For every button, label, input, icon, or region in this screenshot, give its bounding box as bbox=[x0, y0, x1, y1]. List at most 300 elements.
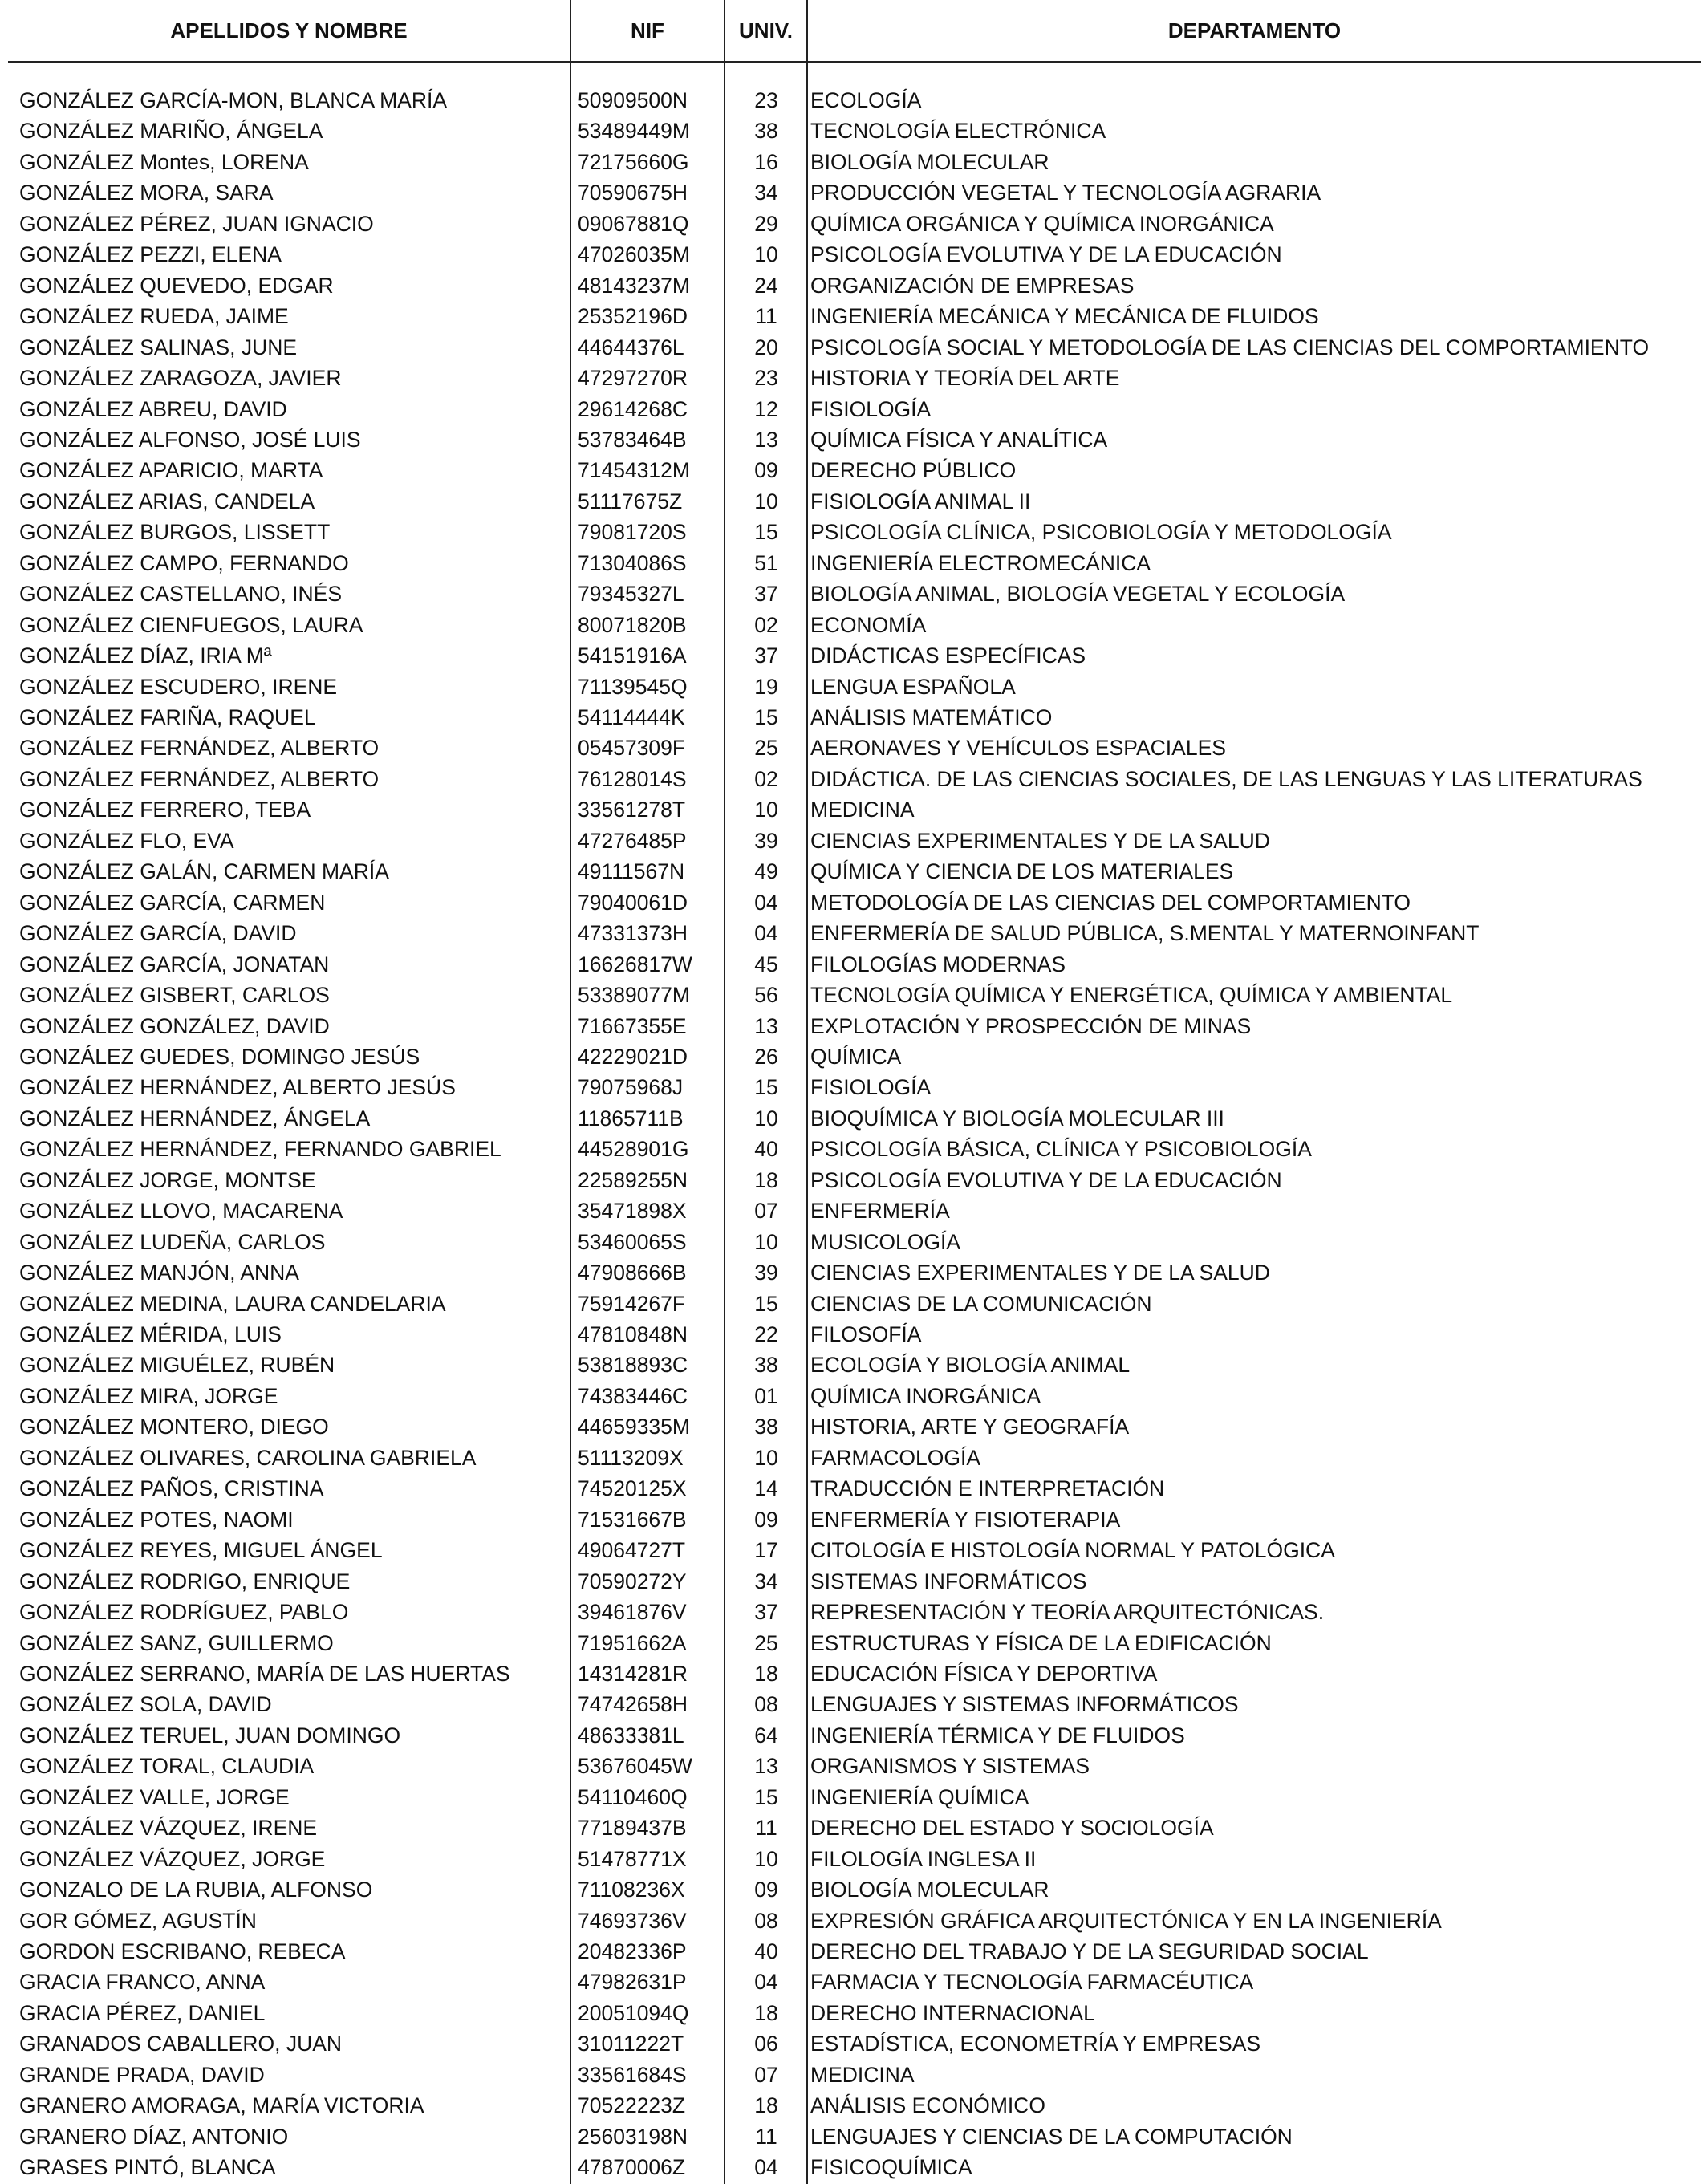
univ-cell: 10 bbox=[754, 1106, 778, 1131]
name-cell: GONZÁLEZ CAMPO, FERNANDO bbox=[19, 550, 349, 575]
univ-cell: 07 bbox=[754, 2062, 778, 2087]
nif-cell: 53389077M bbox=[578, 983, 690, 1008]
nif-cell: 09067881Q bbox=[578, 211, 689, 236]
dept-cell: FILOLOGÍA INGLESA II bbox=[810, 1846, 1037, 1871]
table-row bbox=[8, 1628, 1701, 1658]
univ-cell: 37 bbox=[754, 1600, 778, 1625]
nif-cell: 70522223Z bbox=[578, 2093, 686, 2118]
name-cell: GONZÁLEZ REYES, MIGUEL ÁNGEL bbox=[19, 1538, 383, 1563]
univ-cell: 34 bbox=[754, 181, 778, 205]
nif-cell: 71951662A bbox=[578, 1630, 687, 1655]
nif-cell: 47276485P bbox=[578, 828, 687, 853]
univ-cell: 01 bbox=[754, 1383, 778, 1408]
nif-cell: 71108236X bbox=[578, 1878, 685, 1902]
dept-cell: CITOLOGÍA E HISTOLOGÍA NORMAL Y PATOLÓGICA bbox=[810, 1538, 1335, 1563]
table-row bbox=[8, 980, 1701, 1010]
table-row bbox=[8, 764, 1701, 794]
table-row bbox=[8, 918, 1701, 948]
nif-cell: 22589255N bbox=[578, 1167, 688, 1192]
name-cell: GONZÁLEZ MARIÑO, ÁNGELA bbox=[19, 119, 323, 144]
univ-cell: 45 bbox=[754, 952, 778, 976]
univ-cell: 16 bbox=[754, 149, 778, 174]
dept-cell: ENFERMERÍA Y FISIOTERAPIA bbox=[810, 1507, 1121, 1532]
dept-cell: ECOLOGÍA Y BIOLOGÍA ANIMAL bbox=[810, 1353, 1131, 1378]
dept-cell: ENFERMERÍA DE SALUD PÚBLICA, S.MENTAL Y MATERNOINFANT bbox=[810, 921, 1480, 946]
univ-cell: 15 bbox=[754, 1075, 778, 1100]
nif-cell: 79081720S bbox=[578, 520, 687, 545]
dept-cell: FISICOQUÍMICA bbox=[810, 2155, 972, 2180]
univ-cell: 19 bbox=[754, 674, 778, 699]
dept-cell: DERECHO DEL ESTADO Y SOCIOLOGÍA bbox=[810, 1816, 1214, 1841]
dept-cell: FISIOLOGÍA bbox=[810, 396, 932, 421]
univ-cell: 29 bbox=[754, 211, 778, 236]
univ-cell: 10 bbox=[754, 1229, 778, 1254]
dept-cell: REPRESENTACIÓN Y TEORÍA ARQUITECTÓNICAS. bbox=[810, 1600, 1325, 1625]
name-cell: GONZÁLEZ HERNÁNDEZ, ALBERTO JESÚS bbox=[19, 1075, 456, 1100]
header-univ: UNIV. bbox=[739, 18, 793, 43]
table-row bbox=[8, 640, 1701, 671]
name-cell: GONZÁLEZ PEZZI, ELENA bbox=[19, 242, 282, 267]
name-cell: GONZÁLEZ SERRANO, MARÍA DE LAS HUERTAS bbox=[19, 1661, 510, 1686]
univ-cell: 04 bbox=[754, 2155, 778, 2180]
dept-cell: INGENIERÍA QUÍMICA bbox=[810, 1784, 1029, 1809]
dept-cell: FARMACOLOGÍA bbox=[810, 1445, 981, 1470]
univ-cell: 14 bbox=[754, 1476, 778, 1501]
dept-cell: BIOQUÍMICA Y BIOLOGÍA MOLECULAR III bbox=[810, 1106, 1224, 1131]
nif-cell: 70590675H bbox=[578, 181, 688, 205]
nif-cell: 53818893C bbox=[578, 1353, 688, 1378]
table-row bbox=[8, 610, 1701, 640]
name-cell: GONZÁLEZ APARICIO, MARTA bbox=[19, 458, 323, 483]
dept-cell: FILOSOFÍA bbox=[810, 1322, 922, 1346]
nif-cell: 47810848N bbox=[578, 1322, 688, 1346]
nif-cell: 53783464B bbox=[578, 427, 687, 452]
table-row bbox=[8, 887, 1701, 918]
table-row bbox=[8, 332, 1701, 363]
name-cell: GONZÁLEZ VÁZQUEZ, IRENE bbox=[19, 1816, 318, 1841]
nif-cell: 47870006Z bbox=[578, 2155, 686, 2180]
table-row bbox=[8, 1473, 1701, 1504]
nif-cell: 51117675Z bbox=[578, 489, 683, 514]
nif-cell: 47026035M bbox=[578, 242, 690, 267]
table-row bbox=[8, 578, 1701, 609]
dept-cell: ANÁLISIS ECONÓMICO bbox=[810, 2093, 1046, 2118]
table-row bbox=[8, 702, 1701, 733]
name-cell: GONZÁLEZ FERRERO, TEBA bbox=[19, 798, 311, 822]
nif-cell: 44659335M bbox=[578, 1415, 690, 1439]
name-cell: GONZÁLEZ TORAL, CLAUDIA bbox=[19, 1754, 315, 1779]
table-row bbox=[8, 116, 1701, 146]
name-cell: GONZÁLEZ GARCÍA-MON, BLANCA MARÍA bbox=[19, 88, 448, 112]
name-cell: GONZÁLEZ GONZÁLEZ, DAVID bbox=[19, 1013, 330, 1038]
name-cell: GRANERO DÍAZ, ANTONIO bbox=[19, 2124, 289, 2149]
table-row bbox=[8, 1134, 1701, 1164]
dept-cell: PSICOLOGÍA BÁSICA, CLÍNICA Y PSICOBIOLOGÍA bbox=[810, 1137, 1312, 1162]
header-divider bbox=[8, 61, 1701, 63]
dept-cell: ECOLOGÍA bbox=[810, 88, 922, 112]
name-cell: GONZÁLEZ GARCÍA, DAVID bbox=[19, 921, 297, 946]
univ-cell: 23 bbox=[754, 366, 778, 391]
nif-cell: 71304086S bbox=[578, 550, 687, 575]
name-cell: GONZÁLEZ FARIÑA, RAQUEL bbox=[19, 705, 316, 729]
table-row bbox=[8, 2152, 1701, 2182]
name-cell: GONZÁLEZ ABREU, DAVID bbox=[19, 396, 287, 421]
nif-cell: 53489449M bbox=[578, 119, 690, 144]
univ-cell: 13 bbox=[754, 1013, 778, 1038]
name-cell: GRANADOS CABALLERO, JUAN bbox=[19, 2032, 343, 2056]
header-dept: DEPARTAMENTO bbox=[1167, 18, 1342, 43]
nif-cell: 44644376L bbox=[578, 335, 684, 359]
name-cell: GONZÁLEZ GUEDES, DOMINGO JESÚS bbox=[19, 1044, 420, 1069]
dept-cell: BIOLOGÍA MOLECULAR bbox=[810, 149, 1049, 174]
table-row bbox=[8, 1103, 1701, 1134]
univ-cell: 15 bbox=[754, 705, 778, 729]
name-cell: GONZÁLEZ VALLE, JORGE bbox=[19, 1784, 290, 1809]
table-row bbox=[8, 1874, 1701, 1905]
table-row bbox=[8, 826, 1701, 856]
nif-cell: 47908666B bbox=[578, 1260, 687, 1285]
table-row bbox=[8, 856, 1701, 887]
table-row bbox=[8, 1319, 1701, 1350]
univ-cell: 40 bbox=[754, 1939, 778, 1963]
table-row bbox=[8, 672, 1701, 702]
table-row bbox=[8, 2090, 1701, 2121]
nif-cell: 33561684S bbox=[578, 2062, 687, 2087]
nif-cell: 72175660G bbox=[578, 149, 689, 174]
nif-cell: 53676045W bbox=[578, 1754, 692, 1779]
dept-cell: INGENIERÍA ELECTROMECÁNICA bbox=[810, 550, 1151, 575]
name-cell: GONZÁLEZ ARIAS, CANDELA bbox=[19, 489, 315, 514]
nif-cell: 53460065S bbox=[578, 1229, 687, 1254]
univ-cell: 64 bbox=[754, 1723, 778, 1748]
dept-cell: ORGANISMOS Y SISTEMAS bbox=[810, 1754, 1090, 1779]
univ-cell: 18 bbox=[754, 1661, 778, 1686]
nif-cell: 54151916A bbox=[578, 643, 687, 668]
header-name: APELLIDOS Y NOMBRE bbox=[170, 18, 408, 43]
nif-cell: 39461876V bbox=[578, 1600, 687, 1625]
name-cell: GONZÁLEZ FERNÁNDEZ, ALBERTO bbox=[19, 766, 380, 791]
univ-cell: 15 bbox=[754, 1784, 778, 1809]
dept-cell: FISIOLOGÍA ANIMAL II bbox=[810, 489, 1031, 514]
table-row bbox=[8, 1597, 1701, 1627]
dept-cell: TRADUCCIÓN E INTERPRETACIÓN bbox=[810, 1476, 1165, 1501]
name-cell: GONZÁLEZ ZARAGOZA, JAVIER bbox=[19, 366, 342, 391]
dept-cell: TECNOLOGÍA ELECTRÓNICA bbox=[810, 119, 1106, 144]
name-cell: GONZÁLEZ PÉREZ, JUAN IGNACIO bbox=[19, 211, 374, 236]
table-row bbox=[8, 1936, 1701, 1967]
dept-cell: SISTEMAS INFORMÁTICOS bbox=[810, 1569, 1087, 1593]
dept-cell: MEDICINA bbox=[810, 798, 915, 822]
table-row bbox=[8, 2060, 1701, 2090]
dept-cell: METODOLOGÍA DE LAS CIENCIAS DEL COMPORTAMIENTO bbox=[810, 890, 1411, 915]
nif-cell: 74742658H bbox=[578, 1692, 688, 1717]
table-row bbox=[8, 517, 1701, 547]
nif-cell: 20051094Q bbox=[578, 2000, 689, 2025]
nif-cell: 54110460Q bbox=[578, 1784, 688, 1809]
name-cell: GONZALO DE LA RUBIA, ALFONSO bbox=[19, 1878, 373, 1902]
dept-cell: ESTADÍSTICA, ECONOMETRÍA Y EMPRESAS bbox=[810, 2032, 1261, 2056]
dept-cell: CIENCIAS EXPERIMENTALES Y DE LA SALUD bbox=[810, 1260, 1270, 1285]
dept-cell: BIOLOGÍA MOLECULAR bbox=[810, 1878, 1049, 1902]
nif-cell: 11865711B bbox=[578, 1106, 684, 1131]
table-row bbox=[8, 1751, 1701, 1781]
name-cell: GONZÁLEZ VÁZQUEZ, JORGE bbox=[19, 1846, 326, 1871]
univ-cell: 11 bbox=[755, 2124, 777, 2149]
univ-cell: 25 bbox=[754, 736, 778, 761]
nif-cell: 47297270R bbox=[578, 366, 688, 391]
name-cell: GONZÁLEZ BURGOS, LISSETT bbox=[19, 520, 331, 545]
nif-cell: 79345327L bbox=[578, 582, 684, 607]
dept-cell: LENGUA ESPAÑOLA bbox=[810, 674, 1016, 699]
name-cell: GONZÁLEZ MEDINA, LAURA CANDELARIA bbox=[19, 1291, 446, 1316]
dept-cell: INGENIERÍA TÉRMICA Y DE FLUIDOS bbox=[810, 1723, 1185, 1748]
table-row bbox=[8, 1813, 1701, 1843]
dept-cell: QUÍMICA FÍSICA Y ANALÍTICA bbox=[810, 427, 1108, 452]
nif-cell: 74520125X bbox=[578, 1476, 687, 1501]
table-row bbox=[8, 794, 1701, 825]
dept-cell: HISTORIA Y TEORÍA DEL ARTE bbox=[810, 366, 1120, 391]
univ-cell: 24 bbox=[754, 273, 778, 298]
univ-cell: 34 bbox=[754, 1569, 778, 1593]
name-cell: GONZÁLEZ ESCUDERO, IRENE bbox=[19, 674, 338, 699]
name-cell: GONZÁLEZ HERNÁNDEZ, FERNANDO GABRIEL bbox=[19, 1137, 501, 1162]
dept-cell: FARMACIA Y TECNOLOGÍA FARMACÉUTICA bbox=[810, 1970, 1254, 1995]
univ-cell: 38 bbox=[754, 119, 778, 144]
table-row bbox=[8, 1967, 1701, 1997]
dept-cell: ANÁLISIS MATEMÁTICO bbox=[810, 705, 1053, 729]
table-header bbox=[8, 0, 1701, 61]
univ-cell: 11 bbox=[755, 304, 777, 329]
table-row bbox=[8, 486, 1701, 517]
table-row bbox=[8, 1504, 1701, 1535]
univ-cell: 51 bbox=[754, 550, 778, 575]
nif-cell: 05457309F bbox=[578, 736, 686, 761]
univ-cell: 04 bbox=[754, 921, 778, 946]
name-cell: GONZÁLEZ MIRA, JORGE bbox=[19, 1383, 278, 1408]
dept-cell: ECONOMÍA bbox=[810, 612, 927, 637]
name-cell: GONZÁLEZ RODRÍGUEZ, PABLO bbox=[19, 1600, 349, 1625]
univ-cell: 10 bbox=[754, 242, 778, 267]
table-row bbox=[8, 239, 1701, 270]
dept-cell: BIOLOGÍA ANIMAL, BIOLOGÍA VEGETAL Y ECOLOGÍA bbox=[810, 582, 1346, 607]
name-cell: GONZÁLEZ OLIVARES, CAROLINA GABRIELA bbox=[19, 1445, 477, 1470]
univ-cell: 08 bbox=[754, 1692, 778, 1717]
univ-cell: 08 bbox=[754, 1908, 778, 1933]
univ-cell: 39 bbox=[754, 828, 778, 853]
univ-cell: 40 bbox=[754, 1137, 778, 1162]
dept-cell: EXPRESIÓN GRÁFICA ARQUITECTÓNICA Y EN LA INGENIERÍA bbox=[810, 1908, 1442, 1933]
name-cell: GRANDE PRADA, DAVID bbox=[19, 2062, 265, 2087]
dept-cell: TECNOLOGÍA QUÍMICA Y ENERGÉTICA, QUÍMICA Y AMBIENTAL bbox=[810, 983, 1453, 1008]
dept-cell: FILOLOGÍAS MODERNAS bbox=[810, 952, 1066, 976]
dept-cell: QUÍMICA bbox=[810, 1044, 902, 1069]
dept-cell: ORGANIZACIÓN DE EMPRESAS bbox=[810, 273, 1135, 298]
dept-cell: PSICOLOGÍA EVOLUTIVA Y DE LA EDUCACIÓN bbox=[810, 242, 1282, 267]
nif-cell: 25352196D bbox=[578, 304, 688, 329]
nif-cell: 14314281R bbox=[578, 1661, 688, 1686]
name-cell: GONZÁLEZ MANJÓN, ANNA bbox=[19, 1260, 299, 1285]
dept-cell: DERECHO PÚBLICO bbox=[810, 458, 1017, 483]
table-row bbox=[8, 394, 1701, 424]
table-row bbox=[8, 270, 1701, 301]
univ-cell: 49 bbox=[754, 859, 778, 884]
univ-cell: 38 bbox=[754, 1415, 778, 1439]
name-cell: GONZÁLEZ PAÑOS, CRISTINA bbox=[19, 1476, 324, 1501]
univ-cell: 07 bbox=[754, 1199, 778, 1224]
univ-cell: 23 bbox=[754, 88, 778, 112]
table-row bbox=[8, 1041, 1701, 1072]
univ-cell: 04 bbox=[754, 890, 778, 915]
nif-cell: 31011222T bbox=[578, 2032, 684, 2056]
nif-cell: 74693736V bbox=[578, 1908, 687, 1933]
nif-cell: 47982631P bbox=[578, 1970, 687, 1995]
name-cell: GONZÁLEZ MIGUÉLEZ, RUBÉN bbox=[19, 1353, 335, 1378]
name-cell: GRACIA FRANCO, ANNA bbox=[19, 1970, 266, 1995]
table-row bbox=[8, 2028, 1701, 2059]
univ-cell: 22 bbox=[754, 1322, 778, 1346]
nif-cell: 47331373H bbox=[578, 921, 688, 946]
dept-cell: QUÍMICA ORGÁNICA Y QUÍMICA INORGÁNICA bbox=[810, 211, 1274, 236]
dept-cell: EDUCACIÓN FÍSICA Y DEPORTIVA bbox=[810, 1661, 1158, 1686]
nif-cell: 49064727T bbox=[578, 1538, 686, 1563]
name-cell: GONZÁLEZ LLOVO, MACARENA bbox=[19, 1199, 343, 1224]
name-cell: GONZÁLEZ MONTERO, DIEGO bbox=[19, 1415, 329, 1439]
dept-cell: DERECHO INTERNACIONAL bbox=[810, 2000, 1095, 2025]
univ-cell: 10 bbox=[754, 1846, 778, 1871]
name-cell: GONZÁLEZ HERNÁNDEZ, ÁNGELA bbox=[19, 1106, 371, 1131]
name-cell: GONZÁLEZ FERNÁNDEZ, ALBERTO bbox=[19, 736, 380, 761]
name-cell: GONZÁLEZ GALÁN, CARMEN MARÍA bbox=[19, 859, 389, 884]
univ-cell: 11 bbox=[755, 1816, 777, 1841]
document-table bbox=[8, 0, 1701, 2184]
table-row bbox=[8, 1566, 1701, 1597]
nif-cell: 25603198N bbox=[578, 2124, 688, 2149]
dept-cell: MUSICOLOGÍA bbox=[810, 1229, 961, 1254]
univ-cell: 13 bbox=[754, 427, 778, 452]
univ-cell: 10 bbox=[754, 798, 778, 822]
table-row bbox=[8, 1289, 1701, 1319]
univ-cell: 06 bbox=[754, 2032, 778, 2056]
name-cell: GONZÁLEZ CASTELLANO, INÉS bbox=[19, 582, 343, 607]
table-row bbox=[8, 424, 1701, 455]
table-row bbox=[8, 1196, 1701, 1226]
dept-cell: ESTRUCTURAS Y FÍSICA DE LA EDIFICACIÓN bbox=[810, 1630, 1272, 1655]
nif-cell: 42229021D bbox=[578, 1044, 688, 1069]
table-row bbox=[8, 209, 1701, 239]
name-cell: GONZÁLEZ MÉRIDA, LUIS bbox=[19, 1322, 282, 1346]
table-row bbox=[8, 1165, 1701, 1196]
nif-cell: 77189437B bbox=[578, 1816, 687, 1841]
dept-cell: AERONAVES Y VEHÍCULOS ESPACIALES bbox=[810, 736, 1226, 761]
univ-cell: 37 bbox=[754, 582, 778, 607]
univ-cell: 13 bbox=[754, 1754, 778, 1779]
dept-cell: QUÍMICA Y CIENCIA DE LOS MATERIALES bbox=[810, 859, 1234, 884]
dept-cell: LENGUAJES Y CIENCIAS DE LA COMPUTACIÓN bbox=[810, 2124, 1293, 2149]
nif-cell: 33561278T bbox=[578, 798, 686, 822]
table-row bbox=[8, 2121, 1701, 2152]
table-row bbox=[8, 301, 1701, 331]
table-row bbox=[8, 1227, 1701, 1257]
table-row bbox=[8, 1658, 1701, 1689]
dept-cell: PSICOLOGÍA EVOLUTIVA Y DE LA EDUCACIÓN bbox=[810, 1167, 1282, 1192]
univ-cell: 26 bbox=[754, 1044, 778, 1069]
dept-cell: CIENCIAS EXPERIMENTALES Y DE LA SALUD bbox=[810, 828, 1270, 853]
dept-cell: PSICOLOGÍA SOCIAL Y METODOLOGÍA DE LAS CIENCIAS DEL COMPORTAMIENTO bbox=[810, 335, 1650, 359]
univ-cell: 18 bbox=[754, 2093, 778, 2118]
name-cell: GONZÁLEZ DÍAZ, IRIA Mª bbox=[19, 643, 272, 668]
name-cell: GONZÁLEZ CIENFUEGOS, LAURA bbox=[19, 612, 363, 637]
name-cell: GONZÁLEZ RUEDA, JAIME bbox=[19, 304, 289, 329]
univ-cell: 09 bbox=[754, 458, 778, 483]
dept-cell: ENFERMERÍA bbox=[810, 1199, 950, 1224]
nif-cell: 49111567N bbox=[578, 859, 685, 884]
dept-cell: PSICOLOGÍA CLÍNICA, PSICOBIOLOGÍA Y METODOLOGÍA bbox=[810, 520, 1392, 545]
name-cell: GONZÁLEZ MORA, SARA bbox=[19, 181, 274, 205]
nif-cell: 29614268C bbox=[578, 396, 688, 421]
name-cell: GONZÁLEZ GISBERT, CARLOS bbox=[19, 983, 330, 1008]
dept-cell: PRODUCCIÓN VEGETAL Y TECNOLOGÍA AGRARIA bbox=[810, 181, 1321, 205]
nif-cell: 35471898X bbox=[578, 1199, 687, 1224]
table-row bbox=[8, 1998, 1701, 2028]
table-row bbox=[8, 1411, 1701, 1442]
nif-cell: 54114444K bbox=[578, 705, 685, 729]
univ-cell: 15 bbox=[754, 520, 778, 545]
univ-cell: 09 bbox=[754, 1878, 778, 1902]
name-cell: GRANERO AMORAGA, MARÍA VICTORIA bbox=[19, 2093, 424, 2118]
table-row bbox=[8, 1350, 1701, 1380]
name-cell: GONZÁLEZ GARCÍA, CARMEN bbox=[19, 890, 326, 915]
name-cell: GONZÁLEZ RODRIGO, ENRIQUE bbox=[19, 1569, 351, 1593]
nif-cell: 71531667B bbox=[578, 1507, 687, 1532]
dept-cell: INGENIERÍA MECÁNICA Y MECÁNICA DE FLUIDOS bbox=[810, 304, 1319, 329]
nif-cell: 51478771X bbox=[578, 1846, 687, 1871]
univ-cell: 04 bbox=[754, 1970, 778, 1995]
univ-cell: 09 bbox=[754, 1507, 778, 1532]
nif-cell: 48143237M bbox=[578, 273, 690, 298]
nif-cell: 51113209X bbox=[578, 1445, 684, 1470]
nif-cell: 16626817W bbox=[578, 952, 692, 976]
table-row bbox=[8, 177, 1701, 208]
table-row bbox=[8, 1072, 1701, 1102]
table-row bbox=[8, 85, 1701, 116]
table-row bbox=[8, 147, 1701, 177]
table-row bbox=[8, 455, 1701, 485]
name-cell: GONZÁLEZ SOLA, DAVID bbox=[19, 1692, 272, 1717]
dept-cell: MEDICINA bbox=[810, 2062, 915, 2087]
name-cell: GORDON ESCRIBANO, REBECA bbox=[19, 1939, 346, 1963]
name-cell: GONZÁLEZ ALFONSO, JOSÉ LUIS bbox=[19, 427, 361, 452]
table-row bbox=[8, 1443, 1701, 1473]
nif-cell: 20482336P bbox=[578, 1939, 687, 1963]
name-cell: GONZÁLEZ QUEVEDO, EDGAR bbox=[19, 273, 334, 298]
univ-cell: 38 bbox=[754, 1353, 778, 1378]
name-cell: GONZÁLEZ TERUEL, JUAN DOMINGO bbox=[19, 1723, 401, 1748]
table-row bbox=[8, 548, 1701, 578]
univ-cell: 56 bbox=[754, 983, 778, 1008]
univ-cell: 17 bbox=[754, 1538, 778, 1563]
table-row bbox=[8, 1689, 1701, 1719]
header-nif: NIF bbox=[631, 18, 664, 43]
table-row bbox=[8, 1844, 1701, 1874]
table-row bbox=[8, 1011, 1701, 1041]
name-cell: GRASES PINTÓ, BLANCA bbox=[19, 2155, 276, 2180]
nif-cell: 76128014S bbox=[578, 766, 687, 791]
table-row bbox=[8, 1381, 1701, 1411]
nif-cell: 79075968J bbox=[578, 1075, 684, 1100]
nif-cell: 71454312M bbox=[578, 458, 690, 483]
dept-cell: QUÍMICA INORGÁNICA bbox=[810, 1383, 1041, 1408]
univ-cell: 10 bbox=[754, 1445, 778, 1470]
